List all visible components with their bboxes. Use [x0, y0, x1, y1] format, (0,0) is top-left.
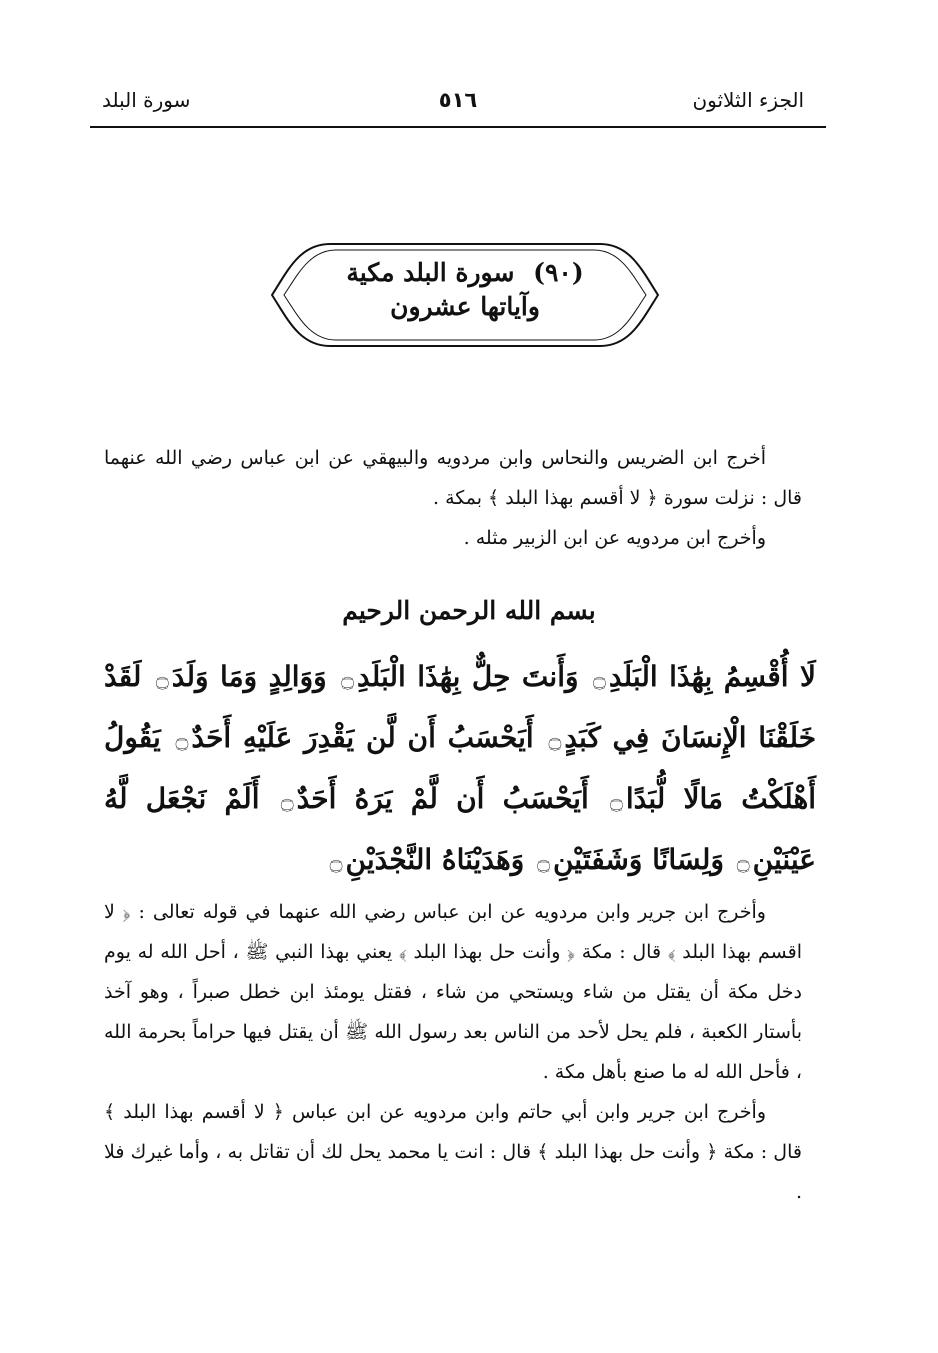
surah-name: سورة البلد مكية: [346, 258, 515, 287]
verse-end-mark-icon: ۝: [736, 850, 750, 875]
verse-text: يَقُولُ أَهْلَكْتُ مَالًا لُّبَدًا: [104, 721, 816, 815]
verse-text: وَوَالِدٍ وَمَا وَلَدَ: [171, 660, 327, 693]
juz-label: الجزء الثلاثون: [692, 88, 804, 112]
page-header: [90, 82, 826, 122]
page-number: ٥١٦: [438, 88, 478, 112]
surah-running-title: سورة البلد: [102, 88, 191, 112]
header-rule: [90, 126, 826, 128]
commentary-paragraph: وأخرج ابن جرير وابن مردويه عن ابن عباس رضي الله عنهما في قوله تعالى : ﴿ لا اقسم بهذا البلد ﴾ قال : مكة ﴿ وأنت حل بهذا البلد ﴾ يعني بهذا النبي ﷺ ، أحل الله له يوم دخل مكة أن يقتل من شاء ويستحي من شاء ، فقتل يومئذ ابن خطل صبراً ، وهو آخذ بأستار الكعبة ، فلم يحل لأحد من الناس بعد رسول الله ﷺ أن يقتل فيها حراماً بحرمة الله ، فأحل الله له ما صنع بأهل مكة .: [104, 901, 802, 1083]
verse-text: وَلِسَانًا وَشَفَتَيْنِ: [552, 843, 724, 876]
verse-text: أَلَمْ نَجْعَل لَّهُ عَيْنَيْنِ: [104, 782, 816, 876]
intro-paragraph: وأخرج ابن مردويه عن ابن الزبير مثله .: [463, 527, 766, 549]
verse-text: أَيَحْسَبُ أَن لَّمْ يَرَهُ أَحَدٌ: [296, 782, 589, 815]
verse-count: وآياتها عشرون: [390, 292, 540, 321]
verse-end-mark-icon: ۝: [329, 850, 343, 875]
verse-text: لَقَدْ خَلَقْنَا الْإِنسَانَ فِي كَبَدٍ: [104, 660, 817, 754]
intro-text: [104, 438, 802, 558]
verse-end-mark-icon: ۝: [175, 728, 189, 753]
surah-title-cartouche: [270, 240, 660, 350]
verse-text: وَهَدَيْنَاهُ النَّجْدَيْنِ: [345, 843, 525, 876]
verse-text: لَا أُقْسِمُ بِهَٰذَا الْبَلَدِ: [608, 660, 817, 693]
verse-end-mark-icon: ۝: [155, 667, 169, 692]
verse-text: وَأَنتَ حِلٌّ بِهَٰذَا الْبَلَدِ: [357, 660, 579, 693]
verse-end-mark-icon: ۝: [609, 789, 623, 814]
verse-end-mark-icon: ۝: [593, 667, 606, 692]
verse-end-mark-icon: ۝: [341, 667, 355, 692]
surah-title: [270, 256, 660, 324]
verse-text: أَيَحْسَبُ أَن لَّن يَقْدِرَ عَلَيْهِ أَحَدٌ: [191, 721, 534, 754]
surah-number: (٩٠): [533, 258, 584, 287]
basmala: بسم الله الرحمن الرحيم: [342, 596, 596, 625]
commentary-text: [104, 892, 802, 1212]
verse-end-mark-icon: ۝: [280, 789, 294, 814]
commentary-paragraph: وأخرج ابن جرير وابن أبي حاتم وابن مردويه عن ابن عباس ﴿ لا أقسم بهذا البلد ﴾ قال : مكة ﴿ وأنت حل بهذا البلد ﴾ قال : انت يا محمد يحل لك أن تقاتل به ، وأما غيرك فلا .: [104, 1101, 802, 1203]
verse-end-mark-icon: ۝: [537, 850, 550, 875]
intro-paragraph: أخرج ابن الضريس والنحاس وابن مردويه والبيهقي عن ابن عباس رضي الله عنهما قال : نزلت سورة ﴿ لا أقسم بهذا البلد ﴾ بمكة .: [104, 447, 802, 509]
verse-end-mark-icon: ۝: [548, 728, 562, 753]
quran-verses: [104, 648, 816, 892]
